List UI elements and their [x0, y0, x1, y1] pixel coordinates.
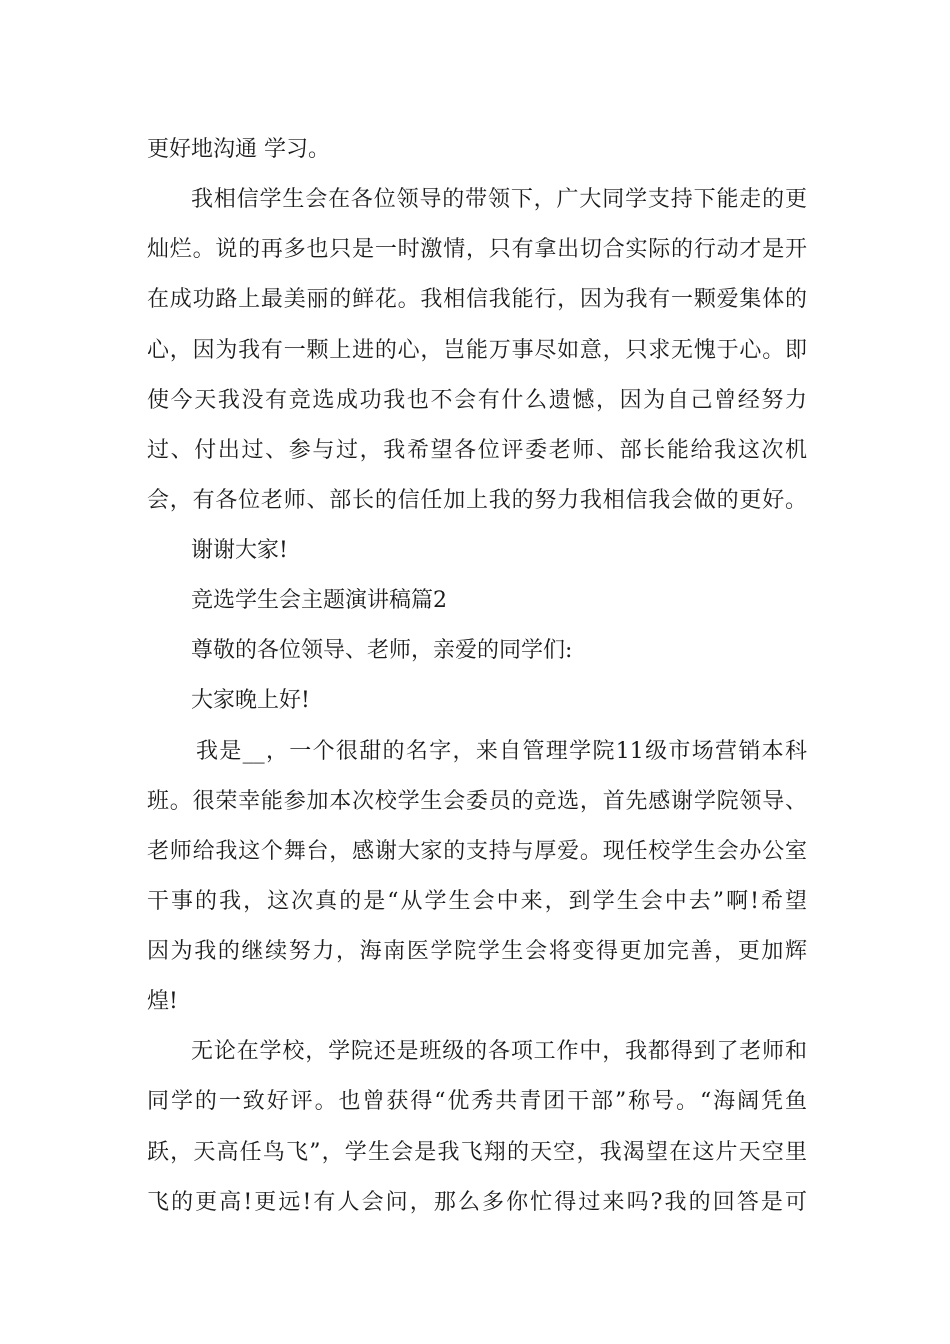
text-line: 会，有各位老师、部长的信任加上我的努力我相信我会做的更好。	[147, 488, 807, 513]
paragraph-first-line: 无论在学校，学院还是班级的各项工作中，我都得到了老师和	[191, 1039, 807, 1064]
text-line: 因为我的继续努力，海南医学院学生会将变得更加完善，更加辉	[147, 939, 807, 964]
text-line: 跃，天高任鸟飞”，学生会是我飞翔的天空，我渴望在这片天空里	[147, 1140, 807, 1165]
text-line: 过、付出过、参与过，我希望各位评委老师、部长能给我这次机	[147, 438, 807, 463]
closing-line: 谢谢大家!	[191, 538, 288, 563]
text-line: 灿烂。说的再多也只是一时激情，只有拿出切合实际的行动才是开	[147, 237, 807, 262]
paragraph-first-line: 我是__，一个很甜的名字，来自管理学院11级市场营销本科	[196, 739, 807, 764]
text-line: 使今天我没有竞选成功我也不会有什么遗憾，因为自己曾经努力	[147, 388, 807, 413]
section-heading: 竞选学生会主题演讲稿篇2	[191, 588, 447, 613]
salutation-line: 尊敬的各位领导、老师，亲爱的同学们:	[191, 638, 573, 663]
paragraph-first-line: 我相信学生会在各位领导的带领下，广大同学支持下能走的更	[191, 187, 807, 212]
text-line: 同学的一致好评。也曾获得“优秀共青团干部”称号。“海阔凭鱼	[147, 1089, 807, 1114]
greeting-line: 大家晚上好!	[191, 688, 310, 713]
text-line: 煌!	[147, 989, 178, 1014]
text-line: 心，因为我有一颗上进的心，岂能万事尽如意，只求无愧于心。即	[147, 338, 807, 363]
text-line: 班。很荣幸能参加本次校学生会委员的竞选，首先感谢学院领导、	[147, 789, 807, 814]
text-line: 更好地沟通 学习。	[147, 137, 330, 162]
text-line: 干事的我，这次真的是“从学生会中来，到学生会中去”啊!希望	[147, 889, 807, 914]
text-line: 老师给我这个舞台，感谢大家的支持与厚爱。现任校学生会办公室	[147, 839, 807, 864]
text-line: 飞的更高!更远!有人会问，那么多你忙得过来吗?我的回答是可	[147, 1190, 807, 1215]
text-line: 在成功路上最美丽的鲜花。我相信我能行，因为我有一颗爱集体的	[147, 287, 807, 312]
